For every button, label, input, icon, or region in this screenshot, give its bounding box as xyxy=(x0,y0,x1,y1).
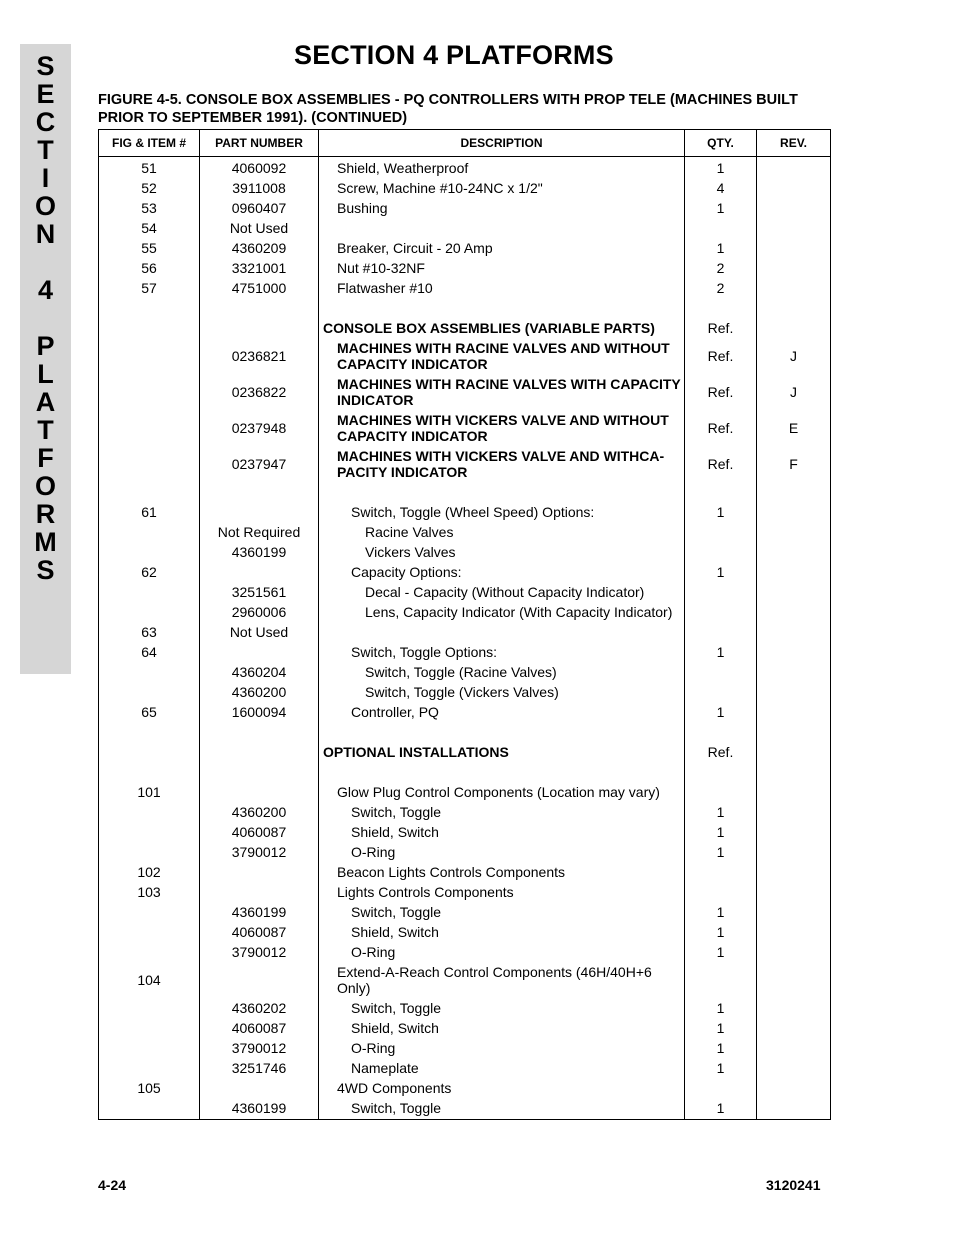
description-cell: Switch, Toggle xyxy=(319,902,685,922)
table-row xyxy=(99,642,831,662)
fig-item-cell xyxy=(99,522,200,542)
table-row xyxy=(99,822,831,842)
table-row xyxy=(99,522,831,542)
description-cell xyxy=(319,622,685,642)
qty-cell: 1 xyxy=(685,998,757,1018)
part-number-cell: 4060092 xyxy=(200,157,319,179)
rev-cell: E xyxy=(757,410,831,446)
qty-cell xyxy=(685,862,757,882)
side-tab-letter: E xyxy=(36,79,55,109)
qty-cell xyxy=(685,682,757,702)
spacer-cell xyxy=(99,482,200,502)
fig-item-cell: 53 xyxy=(99,198,200,218)
side-tab-letter: T xyxy=(37,135,54,165)
rev-cell xyxy=(757,802,831,822)
description-cell: Switch, Toggle xyxy=(319,1098,685,1120)
part-number-cell: 3911008 xyxy=(200,178,319,198)
part-number-cell xyxy=(200,962,319,998)
part-number-cell xyxy=(200,862,319,882)
part-number-cell xyxy=(200,882,319,902)
rev-cell xyxy=(757,902,831,922)
parts-table-body xyxy=(99,157,831,1120)
fig-item-cell: 55 xyxy=(99,238,200,258)
rev-cell xyxy=(757,702,831,722)
qty-cell: 2 xyxy=(685,258,757,278)
spacer-cell xyxy=(99,762,200,782)
qty-cell: 2 xyxy=(685,278,757,298)
rev-cell: F xyxy=(757,446,831,482)
part-number-cell: 3790012 xyxy=(200,842,319,862)
rev-cell xyxy=(757,1078,831,1098)
section-side-tab xyxy=(20,44,71,674)
table-row xyxy=(99,922,831,942)
fig-item-cell xyxy=(99,410,200,446)
spacer-cell xyxy=(319,722,685,742)
qty-cell: 1 xyxy=(685,822,757,842)
table-header-row xyxy=(99,130,831,157)
rev-cell xyxy=(757,622,831,642)
fig-item-cell xyxy=(99,662,200,682)
spacer-cell xyxy=(99,298,200,318)
part-number-cell: 3321001 xyxy=(200,258,319,278)
table-row xyxy=(99,1078,831,1098)
table-row xyxy=(99,178,831,198)
side-tab-letter: T xyxy=(37,415,54,445)
part-number-cell: 4360204 xyxy=(200,662,319,682)
table-row xyxy=(99,902,831,922)
fig-item-cell xyxy=(99,802,200,822)
qty-cell: Ref. xyxy=(685,338,757,374)
rev-cell xyxy=(757,662,831,682)
qty-cell: Ref. xyxy=(685,318,757,338)
header-rev: REV. xyxy=(757,130,831,157)
description-cell: Switch, Toggle Options: xyxy=(319,642,685,662)
description-cell: Glow Plug Control Components (Location may vary) xyxy=(319,782,685,802)
header-fig-item: FIG & ITEM # xyxy=(99,130,200,157)
side-tab-letter: N xyxy=(35,219,56,249)
fig-item-cell xyxy=(99,902,200,922)
spacer-cell xyxy=(200,298,319,318)
part-number-cell xyxy=(200,502,319,522)
table-row xyxy=(99,278,831,298)
rev-cell xyxy=(757,782,831,802)
description-cell: Flatwasher #10 xyxy=(319,278,685,298)
description-cell: Nameplate xyxy=(319,1058,685,1078)
table-row xyxy=(99,198,831,218)
description-cell: Bushing xyxy=(319,198,685,218)
spacer-cell xyxy=(757,762,831,782)
table-row xyxy=(99,374,831,410)
side-tab-letter: C xyxy=(35,107,56,137)
table-spacer-row xyxy=(99,482,831,502)
table-row xyxy=(99,562,831,582)
fig-item-cell: 54 xyxy=(99,218,200,238)
table-row xyxy=(99,998,831,1018)
part-number-cell: 4060087 xyxy=(200,1018,319,1038)
table-row xyxy=(99,542,831,562)
spacer-cell xyxy=(200,482,319,502)
description-cell: OPTIONAL INSTALLATIONS xyxy=(319,742,685,762)
spacer-cell xyxy=(319,762,685,782)
rev-cell xyxy=(757,178,831,198)
header-description: DESCRIPTION xyxy=(319,130,685,157)
side-tab-letter: A xyxy=(35,387,56,417)
qty-cell xyxy=(685,522,757,542)
description-cell: Shield, Switch xyxy=(319,922,685,942)
qty-cell xyxy=(685,622,757,642)
rev-cell xyxy=(757,1058,831,1078)
qty-cell xyxy=(685,662,757,682)
table-row xyxy=(99,702,831,722)
description-cell: Screw, Machine #10-24NC x 1/2" xyxy=(319,178,685,198)
rev-cell xyxy=(757,862,831,882)
part-number-cell xyxy=(200,318,319,338)
description-cell: Controller, PQ xyxy=(319,702,685,722)
description-cell: Switch, Toggle (Vickers Valves) xyxy=(319,682,685,702)
qty-cell xyxy=(685,782,757,802)
table-row xyxy=(99,782,831,802)
part-number-cell xyxy=(200,562,319,582)
table-row xyxy=(99,1018,831,1038)
description-cell: Switch, Toggle xyxy=(319,802,685,822)
fig-item-cell: 101 xyxy=(99,782,200,802)
qty-cell xyxy=(685,962,757,998)
description-cell: Switch, Toggle (Racine Valves) xyxy=(319,662,685,682)
side-tab-letter: 4 xyxy=(37,275,54,305)
fig-item-cell: 104 xyxy=(99,962,200,998)
fig-item-cell: 62 xyxy=(99,562,200,582)
side-tab-letter: I xyxy=(41,163,50,193)
rev-cell xyxy=(757,582,831,602)
rev-cell: J xyxy=(757,338,831,374)
part-number-cell: 4360199 xyxy=(200,542,319,562)
description-cell: Decal - Capacity (Without Capacity Indicator) xyxy=(319,582,685,602)
description-cell: Extend-A-Reach Control Components (46H/40H+6 Only) xyxy=(319,962,685,998)
side-tab-letter: S xyxy=(36,555,55,585)
rev-cell xyxy=(757,1098,831,1120)
description-cell: Shield, Switch xyxy=(319,1018,685,1038)
description-cell: Vickers Valves xyxy=(319,542,685,562)
part-number-cell: 4360202 xyxy=(200,998,319,1018)
table-row xyxy=(99,1058,831,1078)
fig-item-cell xyxy=(99,1058,200,1078)
rev-cell xyxy=(757,842,831,862)
fig-item-cell: 103 xyxy=(99,882,200,902)
fig-item-cell xyxy=(99,822,200,842)
side-tab-letter: R xyxy=(35,499,56,529)
description-cell: MACHINES WITH RACINE VALVES AND WITHOUT CAPACITY INDICATOR xyxy=(319,338,685,374)
qty-cell: Ref. xyxy=(685,410,757,446)
part-number-cell: 3251561 xyxy=(200,582,319,602)
rev-cell xyxy=(757,238,831,258)
fig-item-cell: 61 xyxy=(99,502,200,522)
rev-cell xyxy=(757,922,831,942)
table-row xyxy=(99,602,831,622)
description-cell: Lights Controls Components xyxy=(319,882,685,902)
table-row xyxy=(99,1098,831,1120)
qty-cell: Ref. xyxy=(685,374,757,410)
rev-cell xyxy=(757,318,831,338)
side-tab-letter: S xyxy=(36,51,55,81)
section-title: SECTION 4 PLATFORMS xyxy=(294,40,614,70)
page-number: 4-24 xyxy=(98,1177,127,1193)
header-qty: QTY. xyxy=(685,130,757,157)
qty-cell xyxy=(685,542,757,562)
fig-item-cell xyxy=(99,446,200,482)
table-row xyxy=(99,662,831,682)
side-tab-letter: O xyxy=(34,471,56,501)
qty-cell: 1 xyxy=(685,157,757,179)
rev-cell xyxy=(757,742,831,762)
table-spacer-row xyxy=(99,298,831,318)
spacer-cell xyxy=(319,482,685,502)
part-number-cell: 1600094 xyxy=(200,702,319,722)
part-number-cell: 3790012 xyxy=(200,1038,319,1058)
fig-item-cell: 63 xyxy=(99,622,200,642)
part-number-cell: Not Required xyxy=(200,522,319,542)
qty-cell xyxy=(685,1078,757,1098)
description-cell: MACHINES WITH VICKERS VALVE AND WITHCA-PACITY INDICATOR xyxy=(319,446,685,482)
qty-cell: 1 xyxy=(685,842,757,862)
qty-cell: 1 xyxy=(685,1018,757,1038)
part-number-cell: 4360199 xyxy=(200,902,319,922)
part-number-cell: 3251746 xyxy=(200,1058,319,1078)
table-row xyxy=(99,410,831,446)
part-number-cell xyxy=(200,642,319,662)
rev-cell xyxy=(757,502,831,522)
fig-item-cell xyxy=(99,582,200,602)
spacer-cell xyxy=(757,722,831,742)
qty-cell: 1 xyxy=(685,642,757,662)
part-number-cell: 4751000 xyxy=(200,278,319,298)
description-cell: 4WD Components xyxy=(319,1078,685,1098)
fig-item-cell xyxy=(99,922,200,942)
table-row xyxy=(99,682,831,702)
fig-item-cell xyxy=(99,1038,200,1058)
table-spacer-row xyxy=(99,762,831,782)
description-cell: Racine Valves xyxy=(319,522,685,542)
description-cell: Lens, Capacity Indicator (With Capacity Indicator) xyxy=(319,602,685,622)
fig-item-cell xyxy=(99,542,200,562)
fig-item-cell xyxy=(99,942,200,962)
table-row xyxy=(99,338,831,374)
rev-cell xyxy=(757,562,831,582)
header-part-number: PART NUMBER xyxy=(200,130,319,157)
description-cell: Breaker, Circuit - 20 Amp xyxy=(319,238,685,258)
side-tab-letter: F xyxy=(37,443,54,473)
spacer-cell xyxy=(200,722,319,742)
table-row xyxy=(99,258,831,278)
table-row xyxy=(99,742,831,762)
qty-cell xyxy=(685,882,757,902)
side-tab-letter: P xyxy=(36,331,55,361)
rev-cell xyxy=(757,942,831,962)
part-number-cell: 4360209 xyxy=(200,238,319,258)
part-number-cell: 2960006 xyxy=(200,602,319,622)
rev-cell xyxy=(757,542,831,562)
fig-item-cell xyxy=(99,1098,200,1120)
description-cell: Switch, Toggle (Wheel Speed) Options: xyxy=(319,502,685,522)
description-cell: Shield, Weatherproof xyxy=(319,157,685,179)
fig-item-cell: 52 xyxy=(99,178,200,198)
description-cell: CONSOLE BOX ASSEMBLIES (VARIABLE PARTS) xyxy=(319,318,685,338)
description-cell: MACHINES WITH VICKERS VALVE AND WITHOUT CAPACITY INDICATOR xyxy=(319,410,685,446)
qty-cell: 1 xyxy=(685,902,757,922)
parts-table xyxy=(98,129,831,1120)
rev-cell xyxy=(757,602,831,622)
description-cell: Shield, Switch xyxy=(319,822,685,842)
part-number-cell: 0960407 xyxy=(200,198,319,218)
qty-cell: 1 xyxy=(685,802,757,822)
side-tab-letter: M xyxy=(34,527,57,557)
fig-item-cell xyxy=(99,318,200,338)
figure-title: FIGURE 4-5. CONSOLE BOX ASSEMBLIES - PQ CONTROLLERS WITH PROP TELE (MACHINES BUILT PRIOR TO SEPTEMBER 1991). (CONTINUED) xyxy=(98,92,798,126)
description-cell: O-Ring xyxy=(319,942,685,962)
description-cell: MACHINES WITH RACINE VALVES WITH CAPACITY INDICATOR xyxy=(319,374,685,410)
qty-cell: 1 xyxy=(685,198,757,218)
qty-cell: 1 xyxy=(685,562,757,582)
part-number-cell: 0236822 xyxy=(200,374,319,410)
part-number-cell xyxy=(200,1078,319,1098)
qty-cell: 1 xyxy=(685,702,757,722)
qty-cell: 1 xyxy=(685,1038,757,1058)
spacer-cell xyxy=(757,298,831,318)
document-number: 3120241 xyxy=(766,1177,821,1193)
qty-cell xyxy=(685,582,757,602)
side-tab-letter: L xyxy=(37,359,54,389)
part-number-cell xyxy=(200,742,319,762)
rev-cell xyxy=(757,278,831,298)
rev-cell xyxy=(757,157,831,179)
rev-cell xyxy=(757,258,831,278)
part-number-cell: Not Used xyxy=(200,218,319,238)
spacer-cell xyxy=(319,298,685,318)
part-number-cell: 4360200 xyxy=(200,802,319,822)
table-row xyxy=(99,622,831,642)
part-number-cell: 0236821 xyxy=(200,338,319,374)
description-cell: O-Ring xyxy=(319,842,685,862)
description-cell: Beacon Lights Controls Components xyxy=(319,862,685,882)
table-row xyxy=(99,502,831,522)
fig-item-cell: 51 xyxy=(99,157,200,179)
fig-item-cell: 105 xyxy=(99,1078,200,1098)
part-number-cell xyxy=(200,782,319,802)
table-row xyxy=(99,218,831,238)
rev-cell xyxy=(757,522,831,542)
side-tab-gap xyxy=(20,304,71,332)
description-cell: Capacity Options: xyxy=(319,562,685,582)
side-tab-letter: O xyxy=(34,191,56,221)
description-cell: Switch, Toggle xyxy=(319,998,685,1018)
qty-cell: Ref. xyxy=(685,742,757,762)
fig-item-cell xyxy=(99,1018,200,1038)
table-row xyxy=(99,318,831,338)
fig-item-cell xyxy=(99,998,200,1018)
rev-cell xyxy=(757,962,831,998)
table-row xyxy=(99,157,831,179)
spacer-cell xyxy=(200,762,319,782)
table-row xyxy=(99,802,831,822)
table-row xyxy=(99,882,831,902)
side-tab-gap xyxy=(20,248,71,276)
table-row xyxy=(99,446,831,482)
fig-item-cell: 64 xyxy=(99,642,200,662)
qty-cell: 1 xyxy=(685,238,757,258)
table-row xyxy=(99,582,831,602)
rev-cell xyxy=(757,642,831,662)
rev-cell xyxy=(757,682,831,702)
table-row xyxy=(99,862,831,882)
fig-item-cell xyxy=(99,682,200,702)
fig-item-cell xyxy=(99,602,200,622)
part-number-cell: 4060087 xyxy=(200,822,319,842)
table-spacer-row xyxy=(99,722,831,742)
fig-item-cell: 56 xyxy=(99,258,200,278)
description-cell: O-Ring xyxy=(319,1038,685,1058)
fig-item-cell: 102 xyxy=(99,862,200,882)
fig-item-cell xyxy=(99,742,200,762)
qty-cell: 1 xyxy=(685,1098,757,1120)
table-row xyxy=(99,942,831,962)
qty-cell: 1 xyxy=(685,1058,757,1078)
part-number-cell: 4360200 xyxy=(200,682,319,702)
part-number-cell: 3790012 xyxy=(200,942,319,962)
spacer-cell xyxy=(99,722,200,742)
table-row xyxy=(99,238,831,258)
part-number-cell: 0237947 xyxy=(200,446,319,482)
fig-item-cell xyxy=(99,842,200,862)
rev-cell: J xyxy=(757,374,831,410)
part-number-cell: 4060087 xyxy=(200,922,319,942)
table-row xyxy=(99,842,831,862)
spacer-cell xyxy=(757,482,831,502)
spacer-cell xyxy=(685,298,757,318)
rev-cell xyxy=(757,198,831,218)
qty-cell xyxy=(685,218,757,238)
rev-cell xyxy=(757,882,831,902)
qty-cell: 1 xyxy=(685,942,757,962)
fig-item-cell xyxy=(99,338,200,374)
rev-cell xyxy=(757,822,831,842)
qty-cell xyxy=(685,602,757,622)
rev-cell xyxy=(757,218,831,238)
description-cell: Nut #10-32NF xyxy=(319,258,685,278)
description-cell xyxy=(319,218,685,238)
spacer-cell xyxy=(685,482,757,502)
part-number-cell: 4360199 xyxy=(200,1098,319,1120)
part-number-cell: 0237948 xyxy=(200,410,319,446)
qty-cell: 1 xyxy=(685,922,757,942)
qty-cell: 1 xyxy=(685,502,757,522)
table-row xyxy=(99,962,831,998)
fig-item-cell xyxy=(99,374,200,410)
spacer-cell xyxy=(685,722,757,742)
rev-cell xyxy=(757,1018,831,1038)
fig-item-cell: 57 xyxy=(99,278,200,298)
rev-cell xyxy=(757,1038,831,1058)
spacer-cell xyxy=(685,762,757,782)
rev-cell xyxy=(757,998,831,1018)
fig-item-cell: 65 xyxy=(99,702,200,722)
qty-cell: 4 xyxy=(685,178,757,198)
qty-cell: Ref. xyxy=(685,446,757,482)
table-row xyxy=(99,1038,831,1058)
part-number-cell: Not Used xyxy=(200,622,319,642)
